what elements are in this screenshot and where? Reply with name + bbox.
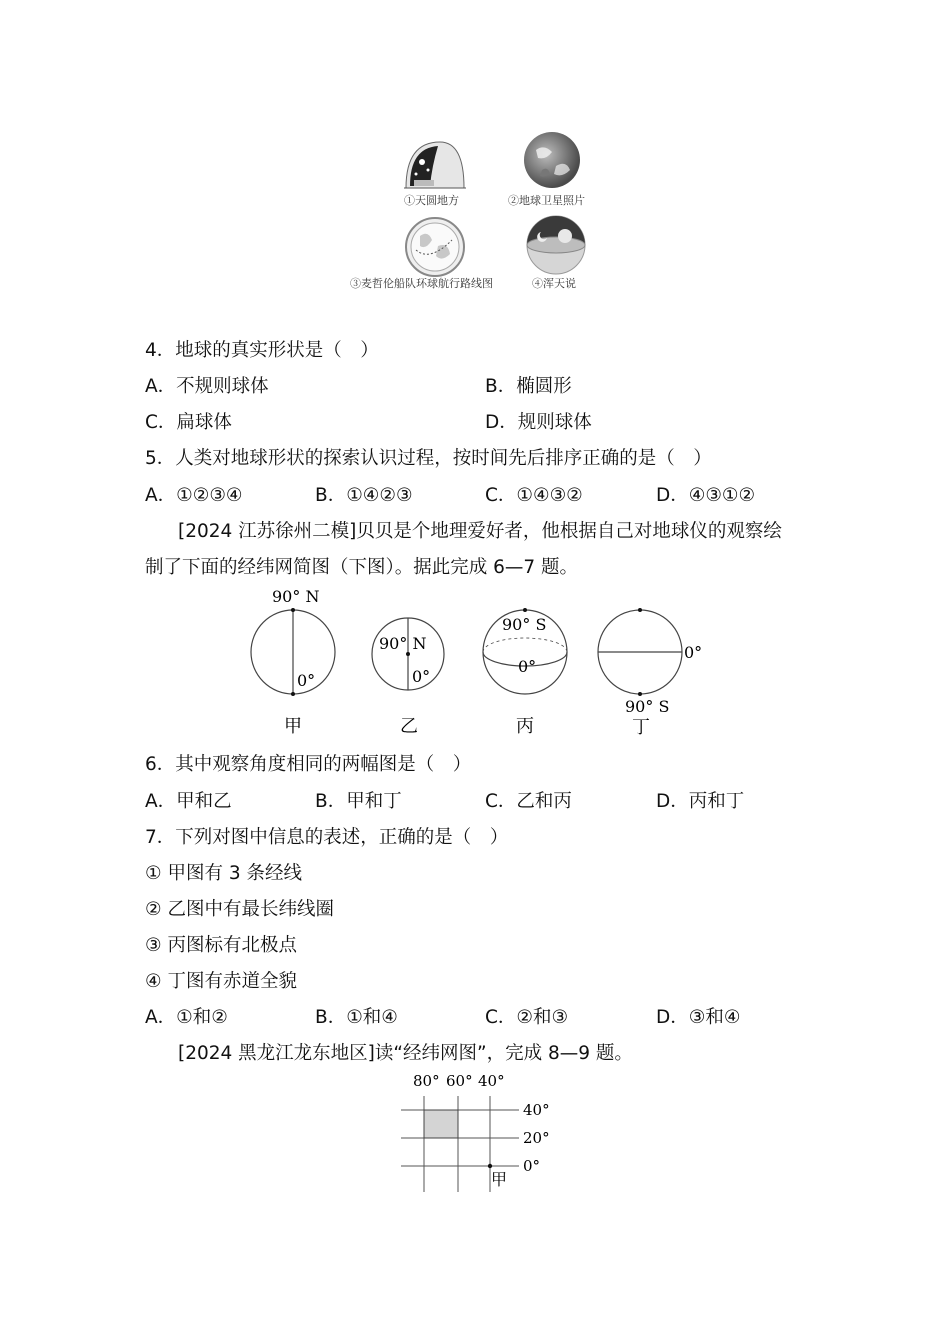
intro-6-7-line2: 制了下面的经纬网简图（下图）。据此完成 6—7 题。 <box>145 557 579 578</box>
lon-label-40: 40° <box>478 1072 505 1090</box>
lat-label-0: 0° <box>523 1157 541 1175</box>
q5-option-a[interactable]: A．①②③④ <box>145 485 243 506</box>
figure-earth-shape-history <box>340 128 620 298</box>
caption-1: ①天圆地方 <box>404 194 459 207</box>
q6-option-c[interactable]: C．乙和丙 <box>485 791 572 812</box>
point-jia-label: 甲 <box>491 1170 508 1189</box>
question-4-options-row1 <box>145 372 845 396</box>
q7-statement-4: ④ 丁图有赤道全貌 <box>145 971 297 992</box>
lat-label-40: 40° <box>523 1101 550 1119</box>
q7-statement-3: ③ 丙图标有北极点 <box>145 935 297 956</box>
q7-statement-1: ① 甲图有 3 条经线 <box>145 863 302 884</box>
q7-option-b[interactable]: B．①和④ <box>315 1007 398 1028</box>
jia-caption: 甲 <box>284 716 302 737</box>
globe-bing <box>483 608 567 737</box>
intro-8-9: [2024 黑龙江龙东地区]读“经纬网图”，完成 8—9 题。 <box>178 1043 633 1064</box>
ding-right-label: 0° <box>684 643 703 662</box>
lon-label-80: 80° <box>413 1072 440 1090</box>
shaded-cell <box>424 1110 458 1138</box>
question-4-stem: 4．地球的真实形状是（ ） <box>145 340 379 361</box>
bing-caption: 丙 <box>516 716 534 737</box>
bing-center-label: 0° <box>518 657 537 676</box>
question-7-options <box>145 1003 845 1027</box>
q5-option-b[interactable]: B．①④②③ <box>315 485 413 506</box>
q7-option-a[interactable]: A．①和② <box>145 1007 228 1028</box>
caption-2: ②地球卫星照片 <box>508 194 585 207</box>
q4-option-b[interactable]: B．椭圆形 <box>485 376 572 397</box>
celestial-sphere-icon <box>525 214 587 276</box>
jia-bottom-label: 0° <box>297 671 316 690</box>
ding-caption: 丁 <box>632 717 650 738</box>
yi-bottom-label: 0° <box>412 667 431 686</box>
caption-3: ③麦哲伦船队环球航行路线图 <box>350 277 493 290</box>
globe-route-icon <box>402 216 468 278</box>
q7-option-c[interactable]: C．②和③ <box>485 1007 569 1028</box>
jia-top-label: 90° N <box>272 587 320 606</box>
q7-option-d[interactable]: D．③和④ <box>656 1007 741 1028</box>
lat-label-20: 20° <box>523 1129 550 1147</box>
question-5-stem: 5．人类对地球形状的探索认识过程，按时间先后排序正确的是（ ） <box>145 448 712 469</box>
question-6-options <box>145 787 845 811</box>
dome-sky-icon <box>402 136 468 192</box>
globe-yi <box>372 618 444 737</box>
yi-center-label: 90° N <box>379 634 427 653</box>
question-5-options <box>145 481 845 505</box>
yi-caption: 乙 <box>400 716 418 737</box>
intro-6-7-line1: [2024 江苏徐州二模]贝贝是个地理爱好者，他根据自己对地球仪的观察绘 <box>178 521 782 542</box>
q6-option-b[interactable]: B．甲和丁 <box>315 791 402 812</box>
globe-jia <box>251 587 335 737</box>
earth-photo-icon <box>522 130 582 190</box>
q5-option-c[interactable]: C．①④③② <box>485 485 583 506</box>
figure-graticule-grid <box>395 1068 565 1198</box>
question-7-stem: 7．下列对图中信息的表述，正确的是（ ） <box>145 827 509 848</box>
ding-bottom-label: 90° S <box>625 697 670 716</box>
q4-option-d[interactable]: D．规则球体 <box>485 412 592 433</box>
question-4-options-row2 <box>145 408 845 432</box>
bing-top-label: 90° S <box>502 615 547 634</box>
lon-label-60: 60° <box>446 1072 473 1090</box>
q5-option-d[interactable]: D．④③①② <box>656 485 756 506</box>
q4-option-a[interactable]: A．不规则球体 <box>145 376 269 397</box>
caption-4: ④浑天说 <box>532 277 576 290</box>
question-6-stem: 6．其中观察角度相同的两幅图是（ ） <box>145 754 472 775</box>
q7-statement-2: ② 乙图中有最长纬线圈 <box>145 899 334 920</box>
figure-graticule-globes <box>240 582 720 742</box>
q6-option-a[interactable]: A．甲和乙 <box>145 791 232 812</box>
globe-ding <box>598 608 702 738</box>
q6-option-d[interactable]: D．丙和丁 <box>656 791 745 812</box>
q4-option-c[interactable]: C．扁球体 <box>145 412 232 433</box>
